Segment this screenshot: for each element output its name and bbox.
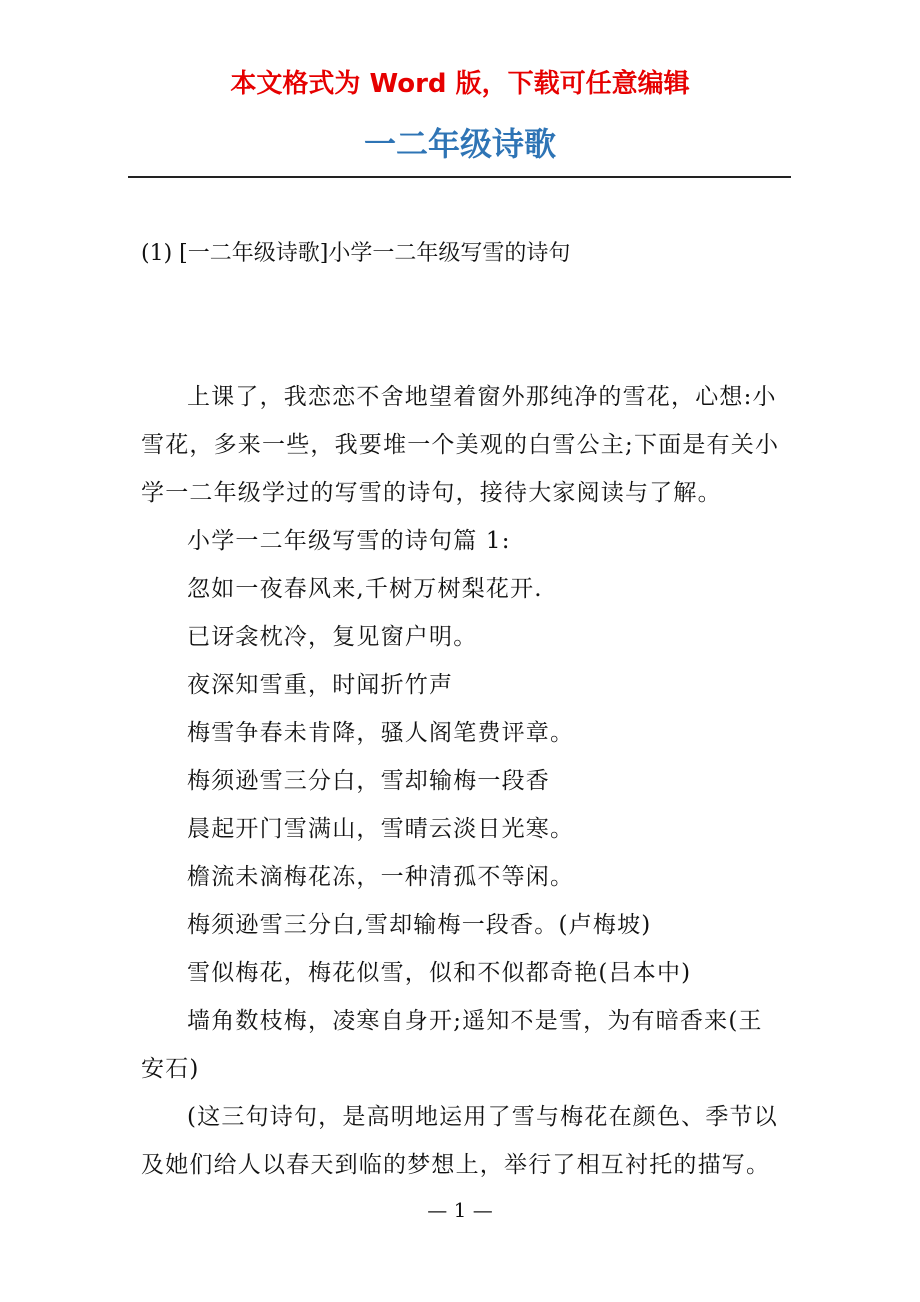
paragraph: 墙角数枝梅，凌寒自身开;遥知不是雪，为有暗香来(王安石) — [141, 1008, 763, 1082]
paragraph: 晨起开门雪满山，雪晴云淡日光寒。 — [187, 816, 575, 842]
paragraph: 梅须逊雪三分白,雪却输梅一段香。(卢梅坡) — [187, 912, 652, 938]
paragraph: 夜深知雪重，时闻折竹声 — [187, 672, 454, 698]
paragraph: (这三句诗句，是高明地运用了雪与梅花在颜色、季节以及她们给人以春天到临的梦想上，举行了相互衬托的描写。 — [141, 1104, 778, 1178]
paragraph: 檐流未滴梅花冻，一种清孤不等闲。 — [187, 864, 575, 890]
word-format-notice: 本文格式为 Word 版，下载可任意编辑 — [230, 69, 690, 99]
document-title: 一二年级诗歌 — [363, 125, 556, 163]
paragraph: 忽如一夜春风来,千树万树梨花开. — [187, 576, 543, 602]
body-text — [141, 373, 781, 1189]
paragraph: 上课了，我恋恋不舍地望着窗外那纯净的雪花，心想:小雪花，多来一些，我要堆一个美观的白雪公主;下面是有关小学一二年级学过的写雪的诗句，接待大家阅读与了解。 — [141, 384, 780, 506]
page-number: — 1 — — [427, 1198, 493, 1222]
paragraph: 已讶衾枕冷，复见窗户明。 — [187, 624, 478, 650]
section-heading: (1) [一二年级诗歌]小学一二年级写雪的诗句 — [141, 241, 571, 266]
paragraph: 梅雪争春未肯降，骚人阁笔费评章。 — [187, 720, 575, 746]
paragraph: 雪似梅花，梅花似雪，似和不似都奇艳(吕本中) — [187, 960, 692, 986]
paragraph: 小学一二年级写雪的诗句篇 1: — [187, 528, 511, 554]
title-divider — [128, 176, 791, 178]
paragraph: 梅须逊雪三分白，雪却输梅一段香 — [187, 768, 550, 794]
